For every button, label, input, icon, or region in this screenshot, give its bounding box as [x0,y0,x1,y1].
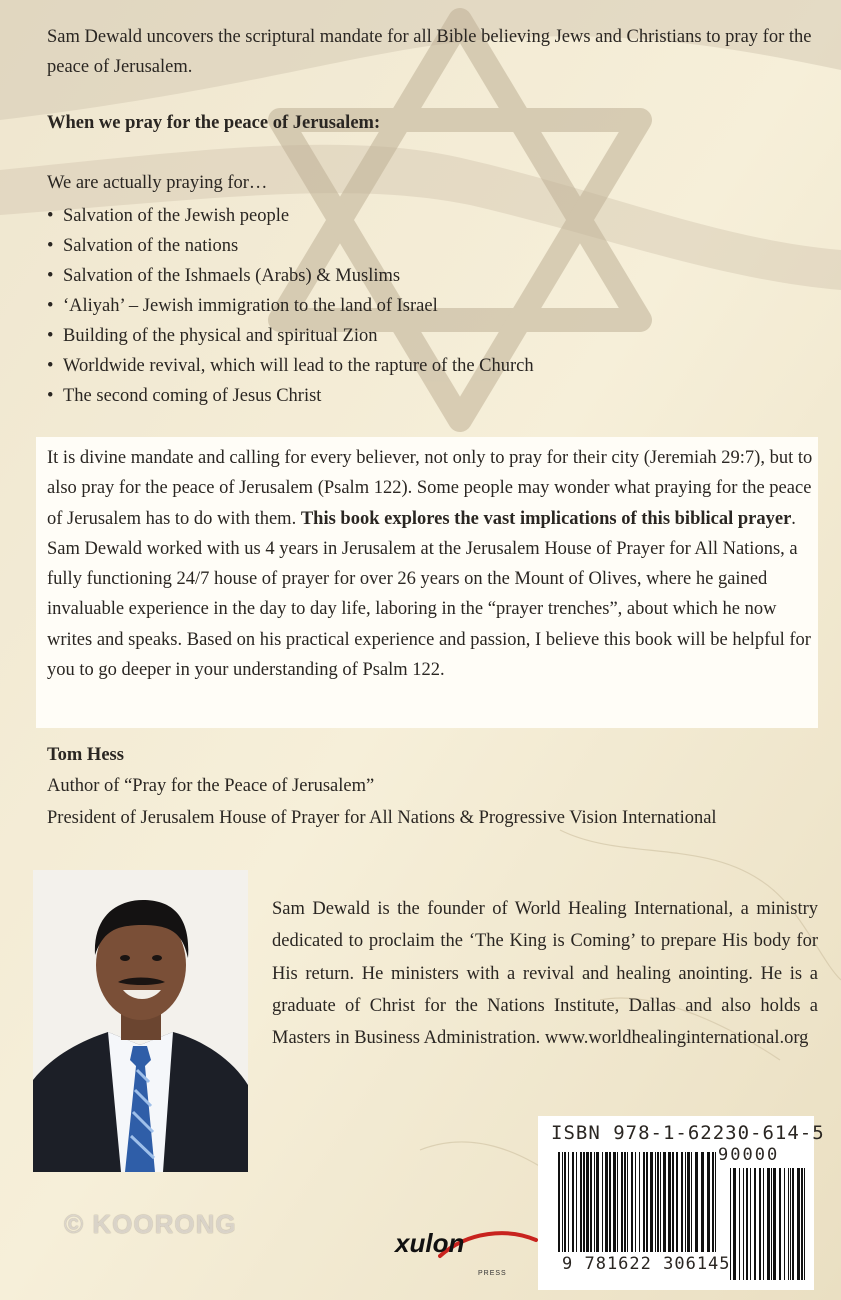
intro-paragraph: Sam Dewald uncovers the scriptural mandate for all Bible believing Jews and Christians to pray for the peace of Jerusalem. [47,27,812,77]
bullet-icon: • [47,296,54,316]
publisher-logo: xulon [395,1228,465,1258]
endorsement-paragraph: It is divine mandate and calling for every believer, not only to pray for their city (Jeremiah 29:7), but to also pray for the peace of Jerusalem (Psalm 122). Some people may wonder what praying for the peace of Jerusalem has to do with them. This book explores the vast implications of this biblical prayer. Sam Dewald worked with us 4 years in Jerusalem at the Jerusalem House of Prayer for All Nations, a fully functioning 24/7 house of prayer for over 26 years on the Mount of Olives, where he gained invaluable experience in the day to day life, laboring in the “prayer trenches”, about which he now writes and speaks. Based on his practical experience and passion, I believe this book will be helpful for you to go deeper in your understanding of Psalm 122. [47,448,813,681]
barcode-bar [635,1152,636,1252]
list-item: • Salvation of the Ishmaels (Arabs) & Muslims [47,261,534,291]
endorser-title-line: Author of “Pray for the Peace of Jerusalem” [47,776,375,796]
watermark: © KOORONG [64,1209,237,1239]
barcode-bar [631,1152,633,1252]
barcode-bar [646,1152,648,1252]
prayer-list [47,201,534,411]
barcode-bar [576,1152,577,1252]
price-code: 90000 [718,1145,780,1165]
barcode-bar [572,1152,574,1252]
bullet-icon: • [47,386,54,406]
barcode-bar [568,1152,569,1252]
barcode-bar [602,1152,603,1252]
barcode-bar [564,1152,566,1252]
barcode-addon-bar [790,1168,791,1280]
bullet-icon: • [47,266,54,286]
isbn-label: ISBN 978-1-62230-614-5 [551,1122,825,1144]
barcode-addon-bar [767,1168,770,1280]
barcode-bar [580,1152,582,1252]
barcode-bar [586,1152,589,1252]
barcode-addon-bar [797,1168,800,1280]
barcode-bar [621,1152,623,1252]
barcode-addon-bar [784,1168,785,1280]
barcode-bar [650,1152,653,1252]
barcode-bar [687,1152,690,1252]
barcode-bar [590,1152,592,1252]
barcode-addon-bar [739,1168,740,1280]
barcode-addon-bar [763,1168,764,1280]
barcode-bar [701,1152,704,1252]
barcode-addon-bar [804,1168,805,1280]
barcode-bar [695,1152,698,1252]
list-item: • The second coming of Jesus Christ [47,381,534,411]
barcode-addon-bar [733,1168,736,1280]
ean-digits: 9 781622 306145 [562,1254,731,1274]
barcode-bar [657,1152,659,1252]
barcode-bar [655,1152,656,1252]
barcode-bar [594,1152,595,1252]
author-photo [33,870,248,1172]
list-item: • ‘Aliyah’ – Jewish immigration to the land of Israel [47,291,534,321]
barcode-addon-bar [750,1168,751,1280]
author-bio: Sam Dewald is the founder of World Healing International, a ministry dedicated to proclaim the ‘The King is Coming’ to prepare His body for His return. He ministers with a revival and healing anointing. He is a graduate of Christ for the Nations Institute, Dallas and also holds a Masters in Business Administration. www.worldhealinginternational.org [272,899,818,1049]
barcode-bar [624,1152,626,1252]
barcode-addon-bar [801,1168,803,1280]
barcode-addon-bar [743,1168,744,1280]
barcode-addon-bar [771,1168,772,1280]
barcode-bar [681,1152,683,1252]
barcode-bar [605,1152,608,1252]
barcode-bar [643,1152,645,1252]
bullet-icon: • [47,236,54,256]
barcode-addon-bar [779,1168,781,1280]
barcode-bar [558,1152,560,1252]
barcode-addon-bar [759,1168,761,1280]
list-item: • Worldwide revival, which will lead to the rapture of the Church [47,351,534,381]
endorser-name: Tom Hess [47,745,124,765]
list-item: • Building of the physical and spiritual Zion [47,321,534,351]
barcode-addon-bar [773,1168,776,1280]
barcode-bar [715,1152,716,1252]
endorsement-emphasis: This book explores the vast implications of this biblical prayer [300,508,792,529]
barcode-bar [668,1152,671,1252]
barcode-bar [663,1152,666,1252]
barcode-bar [685,1152,686,1252]
barcode-bar [613,1152,616,1252]
barcode-addon-bar [746,1168,748,1280]
list-item: • Salvation of the nations [47,231,534,261]
barcode-addon-bar [788,1168,789,1280]
barcode-bar [639,1152,640,1252]
barcode-bar [627,1152,628,1252]
bullet-icon: • [47,356,54,376]
barcode-bar [676,1152,678,1252]
barcode-bar [691,1152,692,1252]
list-item: • Salvation of the Jewish people [47,201,534,231]
barcode-bar [712,1152,714,1252]
barcode-bar [562,1152,563,1252]
bullet-icon: • [47,206,54,226]
barcode-bar [660,1152,661,1252]
barcode-addon-bar [754,1168,756,1280]
list-intro: We are actually praying for… [47,173,268,193]
endorser-title-line: President of Jerusalem House of Prayer for All Nations & Progressive Vision International [47,808,717,828]
barcode-bar [583,1152,585,1252]
barcode-bar [672,1152,674,1252]
barcode-bar [596,1152,599,1252]
barcode-bar [609,1152,611,1252]
bullet-icon: • [47,326,54,346]
section-heading: When we pray for the peace of Jerusalem: [47,113,381,133]
publisher-sub: PRESS [478,1270,507,1277]
barcode-bar [707,1152,710,1252]
barcode-bar [617,1152,618,1252]
barcode-addon-bar [792,1168,794,1280]
